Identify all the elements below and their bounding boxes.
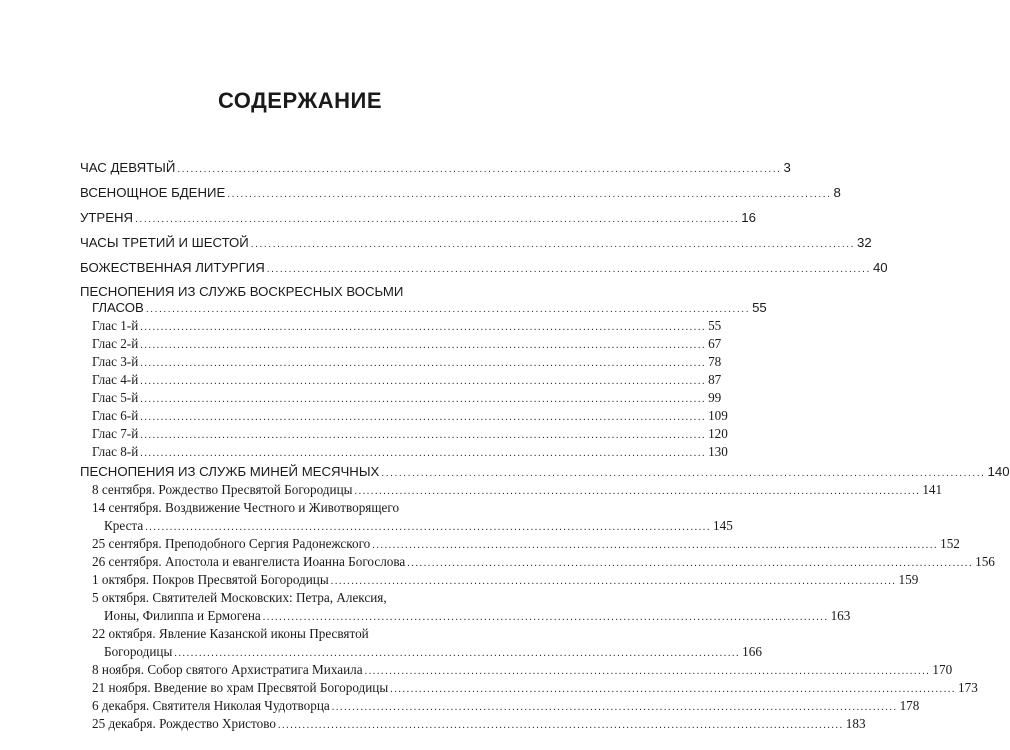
toc-subentry[interactable] bbox=[104, 644, 762, 660]
toc-subentry[interactable] bbox=[92, 680, 978, 696]
toc-subentry[interactable] bbox=[92, 662, 953, 678]
toc-entry-page: 152 bbox=[940, 536, 960, 551]
leader-dots: .......................................................................................................................................... bbox=[140, 412, 707, 423]
toc-subentry[interactable] bbox=[92, 354, 722, 370]
toc-entry-page: 163 bbox=[830, 608, 851, 623]
toc-entry-page: 140 bbox=[987, 464, 1010, 479]
toc-entry-liturgy[interactable] bbox=[80, 260, 888, 276]
toc-entry-page: 99 bbox=[708, 390, 722, 405]
toc-entry-label: 8 сентября. Рождество Пресвятой Богородицы bbox=[92, 482, 353, 497]
leader-dots: .......................................................................................................................................... bbox=[262, 612, 829, 623]
page-title: СОДЕРЖАНИЕ bbox=[217, 88, 383, 113]
leader-dots: .......................................................................................................................................... bbox=[364, 666, 931, 677]
leader-dots: .......................................................................................................................................... bbox=[390, 684, 957, 695]
toc-subentry[interactable] bbox=[92, 444, 728, 460]
toc-subentry[interactable] bbox=[104, 608, 851, 624]
toc-subentry[interactable] bbox=[92, 698, 920, 714]
toc-entry-label: Ионы, Филиппа и Ермогена bbox=[104, 608, 261, 623]
toc-section-menaion[interactable] bbox=[80, 464, 1010, 480]
toc-entry-page: 173 bbox=[958, 680, 978, 695]
leader-dots: .......................................................................................................................................... bbox=[177, 164, 782, 175]
leader-dots: .......................................................................................................................................... bbox=[140, 448, 707, 459]
toc-subentry[interactable] bbox=[92, 372, 722, 388]
toc-entry-label: 1 октября. Покров Пресвятой Богородицы bbox=[92, 572, 329, 587]
toc-entry-label: Креста bbox=[104, 518, 144, 533]
toc-entry-page: 141 bbox=[922, 482, 943, 497]
toc-subentry-line1: 22 октября. Явление Казанской иконы Пресвятой bbox=[92, 626, 369, 641]
toc-entry-page: 40 bbox=[872, 260, 888, 275]
toc-entry-label: 25 декабря. Рождество Христово bbox=[92, 716, 276, 731]
toc-entry-label: ЧАС ДЕВЯТЫЙ bbox=[80, 160, 176, 175]
toc-entry-label: Глас 6-й bbox=[92, 408, 139, 423]
leader-dots: .......................................................................................................................................... bbox=[174, 648, 741, 659]
toc-entry-label: УТРЕНЯ bbox=[80, 210, 134, 225]
toc-subentry[interactable] bbox=[92, 572, 919, 588]
toc-entry-label: Глас 3-й bbox=[92, 354, 139, 369]
leader-dots: .......................................................................................................................................... bbox=[277, 720, 844, 731]
leader-dots: .......................................................................................................................................... bbox=[331, 702, 898, 713]
leader-dots: .......................................................................................................................................... bbox=[266, 264, 871, 275]
toc-entry-page: 183 bbox=[845, 716, 866, 731]
toc-entry-matins[interactable] bbox=[80, 210, 756, 226]
toc-entry-label: 26 сентября. Апостола и евангелиста Иоанна Богослова bbox=[92, 554, 406, 569]
toc-entry-label: ЧАСЫ ТРЕТИЙ И ШЕСТОЙ bbox=[80, 235, 249, 250]
toc-subentry[interactable] bbox=[92, 554, 995, 570]
toc-entry-label: БОЖЕСТВЕННАЯ ЛИТУРГИЯ bbox=[80, 260, 265, 275]
toc-entry-label: ВСЕНОЩНОЕ БДЕНИЕ bbox=[80, 185, 226, 200]
toc-entry-label: Глас 4-й bbox=[92, 372, 139, 387]
leader-dots: .......................................................................................................................................... bbox=[140, 340, 707, 351]
leader-dots: .......................................................................................................................................... bbox=[140, 358, 707, 369]
toc-section-sunday[interactable] bbox=[92, 300, 767, 316]
toc-subentry[interactable] bbox=[104, 518, 733, 534]
toc-subentry[interactable] bbox=[92, 536, 960, 552]
toc-entry-page: 67 bbox=[708, 336, 722, 351]
toc-entry-page: 32 bbox=[857, 235, 872, 250]
leader-dots: .......................................................................................................................................... bbox=[354, 486, 921, 497]
toc-entry-page: 109 bbox=[708, 408, 728, 423]
toc-entry-label: Глас 8-й bbox=[92, 444, 139, 459]
leader-dots: .......................................................................................................................................... bbox=[135, 214, 740, 225]
toc-entry-label: ПЕСНОПЕНИЯ ИЗ СЛУЖБ МИНЕЙ МЕСЯЧНЫХ bbox=[80, 464, 380, 479]
toc-entry-label: Глас 7-й bbox=[92, 426, 139, 441]
toc-subentry[interactable] bbox=[92, 336, 722, 352]
toc-entry-page: 166 bbox=[742, 644, 762, 659]
toc-entry-page: 159 bbox=[898, 572, 919, 587]
leader-dots: .......................................................................................................................................... bbox=[140, 376, 707, 387]
toc-subentry[interactable] bbox=[92, 716, 866, 732]
toc-subentry[interactable] bbox=[92, 408, 728, 424]
leader-dots: .......................................................................................................................................... bbox=[372, 540, 939, 551]
toc-entry-page: 3 bbox=[783, 160, 791, 175]
toc-entry-vigil[interactable] bbox=[80, 185, 841, 201]
leader-dots: .......................................................................................................................................... bbox=[381, 468, 986, 479]
toc-entry-label: 25 сентября. Преподобного Сергия Радонежского bbox=[92, 536, 371, 551]
leader-dots: .......................................................................................................................................... bbox=[330, 576, 897, 587]
toc-entry-label: Богородицы bbox=[104, 644, 173, 659]
toc-entry-label: ГЛАСОВ bbox=[92, 300, 144, 315]
toc-entry-label: Глас 5-й bbox=[92, 390, 139, 405]
toc-subentry[interactable] bbox=[92, 318, 722, 334]
toc-entry-page: 16 bbox=[741, 210, 756, 225]
leader-dots: .......................................................................................................................................... bbox=[140, 394, 707, 405]
toc-entry-label: Глас 1-й bbox=[92, 318, 139, 333]
toc-entry-page: 87 bbox=[708, 372, 722, 387]
leader-dots: .......................................................................................................................................... bbox=[407, 558, 974, 569]
toc-section-sunday-title: ПЕСНОПЕНИЯ ИЗ СЛУЖБ ВОСКРЕСНЫХ ВОСЬМИ bbox=[80, 284, 404, 299]
leader-dots: .......................................................................................................................................... bbox=[227, 189, 832, 200]
toc-entry-page: 55 bbox=[708, 318, 722, 333]
leader-dots: .......................................................................................................................................... bbox=[145, 522, 712, 533]
toc-entry-label: 8 ноября. Собор святого Архистратига Михаила bbox=[92, 662, 363, 677]
toc-entry-page: 78 bbox=[708, 354, 722, 369]
toc-subentry-line1: 14 сентября. Воздвижение Честного и Животворящего bbox=[92, 500, 400, 515]
toc-entry-label: Глас 2-й bbox=[92, 336, 139, 351]
toc-entry-hours[interactable] bbox=[80, 235, 872, 251]
toc-entry-page: 178 bbox=[899, 698, 920, 713]
toc-subentry[interactable] bbox=[92, 390, 722, 406]
toc-entry-label: 21 ноября. Введение во храм Пресвятой Богородицы bbox=[92, 680, 389, 695]
toc-entry-page: 55 bbox=[752, 300, 767, 315]
toc-entry-page: 120 bbox=[708, 426, 728, 441]
leader-dots: .......................................................................................................................................... bbox=[140, 322, 707, 333]
leader-dots: .......................................................................................................................................... bbox=[140, 430, 707, 441]
toc-entry-page: 170 bbox=[932, 662, 953, 677]
toc-subentry[interactable] bbox=[92, 426, 728, 442]
toc-subentry[interactable] bbox=[92, 482, 943, 498]
toc-entry-page: 145 bbox=[713, 518, 733, 533]
toc-entry-page: 156 bbox=[975, 554, 995, 569]
toc-entry-page: 130 bbox=[708, 444, 728, 459]
leader-dots: .......................................................................................................................................... bbox=[145, 304, 751, 315]
leader-dots: .......................................................................................................................................... bbox=[250, 239, 856, 250]
toc-entry-label: 6 декабря. Святителя Николая Чудотворца bbox=[92, 698, 330, 713]
toc-subentry-line1: 5 октября. Святителей Московских: Петра, Алексия, bbox=[92, 590, 387, 605]
toc-entry-nones[interactable] bbox=[80, 160, 791, 176]
toc-entry-page: 8 bbox=[833, 185, 841, 200]
